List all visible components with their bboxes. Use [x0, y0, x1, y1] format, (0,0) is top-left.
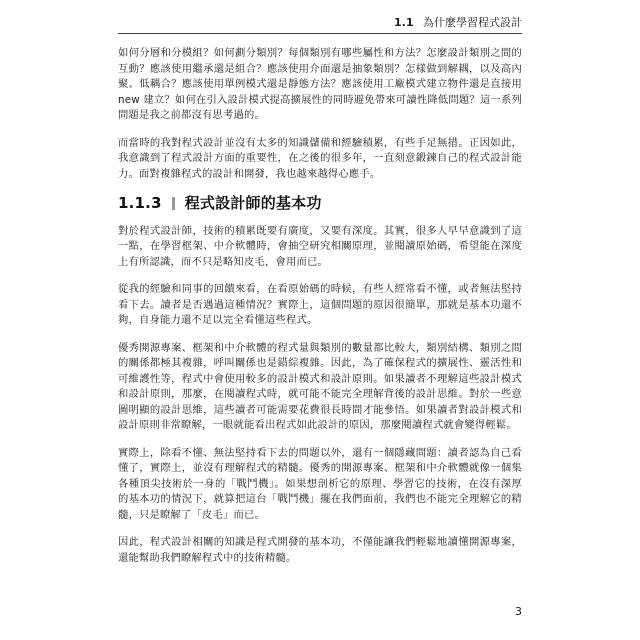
section-title: 程式設計師的基本功 [184, 194, 322, 212]
running-header [118, 14, 522, 34]
section-number: 1.1.3 [118, 194, 162, 212]
paragraph: 如何分層和分模組？如何劃分類別？每個類別有哪些屬性和方法？怎麼設計類別之間的互動？應該使用繼承還是組合？應該使用介面還是抽象類別？怎樣做到解耦，以及高內聚、低耦合？應該使用單例模式還是靜態方法？應該使用工廠模式建立物件還是直接用 new 建立？如何在引入設計模式提高擴展性的同時避免帶來可讀性降低問題？這一系列問題是我之前都沒有思考過的。 [118, 47, 522, 121]
paragraph: 從我的經驗和同事的回饋來看，在看原始碼的時候，有些人經常看不懂，或者無法堅持看下去。讀者是否遇過這種情況？實際上，這個問題的原因很簡單，那就是基本功還不夠，自身能力還不足以完全看懂這些程式。 [118, 283, 522, 326]
heading-divider [172, 197, 175, 210]
header-section-title: 為什麼學習程式設計 [423, 16, 522, 29]
paragraph: 實際上，除看不懂、無法堅持看下去的問題以外，還有一個隱藏問題：讀者認為自己看懂了，實際上，並沒有理解程式的精髓。優秀的開源專案、框架和中介軟體就像一個集各種頂尖技術於一身的「戰鬥機」。如果想剖析它的原理、學習它的技術，在沒有深厚的基本功的情況下，就算把這台「戰鬥機」擺在我們面前，我們也不能完全理解它的精髓，只是瞭解了「皮毛」而已。 [118, 446, 522, 521]
page-number: 3 [515, 605, 522, 618]
paragraph: 優秀開源專案、框架和中介軟體的程式量與類別的數量都比較大，類別結構、類別之間的關係都極其複雜，呼叫關係也是錯綜複雜。因此，為了確保程式的擴展性、靈活性和可維護性等，程式中會使用較多的設計模式和設計原則。如果讀者不理解這些設計模式和設計原則，那麼，在閱讀程式時，就可能不能完全理解背後的設計思維。對於一些意圖明顯的設計思維，這些讀者可能需要花費很長時間才能參悟。如果讀者對設計模式和設計原則非常瞭解，一眼就能看出程式如此設計的原因，那麼閱讀程式就會變得輕鬆。 [118, 341, 522, 431]
paragraph: 對於程式設計師，技術的積累既要有廣度，又要有深度。其實，很多人早早意識到了這一點，在學習框架、中介軟體時，會抽空研究相關原理，並閱讀原始碼，希望能在深度上有所認識，而不只是略知皮毛，會用而已。 [118, 224, 522, 268]
header-section-number: 1.1 [394, 16, 414, 29]
paragraph: 因此，程式設計相關的知識是程式開發的基本功，不僅能讓我們輕鬆地讀懂開源專案，還能幫助我們瞭解程式中的技術精髓。 [118, 536, 522, 564]
page-body [118, 46, 522, 566]
paragraph: 而當時的我對程式設計並沒有太多的知識儲備和經驗積累，有些手足無措。正因如此，我意識到了程式設計方面的重要性，在之後的很多年，一直刻意鍛鍊自己的程式設計能力。面對複雜程式的設計和開發，我也越來越得心應手。 [118, 136, 522, 180]
section-heading [118, 196, 522, 212]
